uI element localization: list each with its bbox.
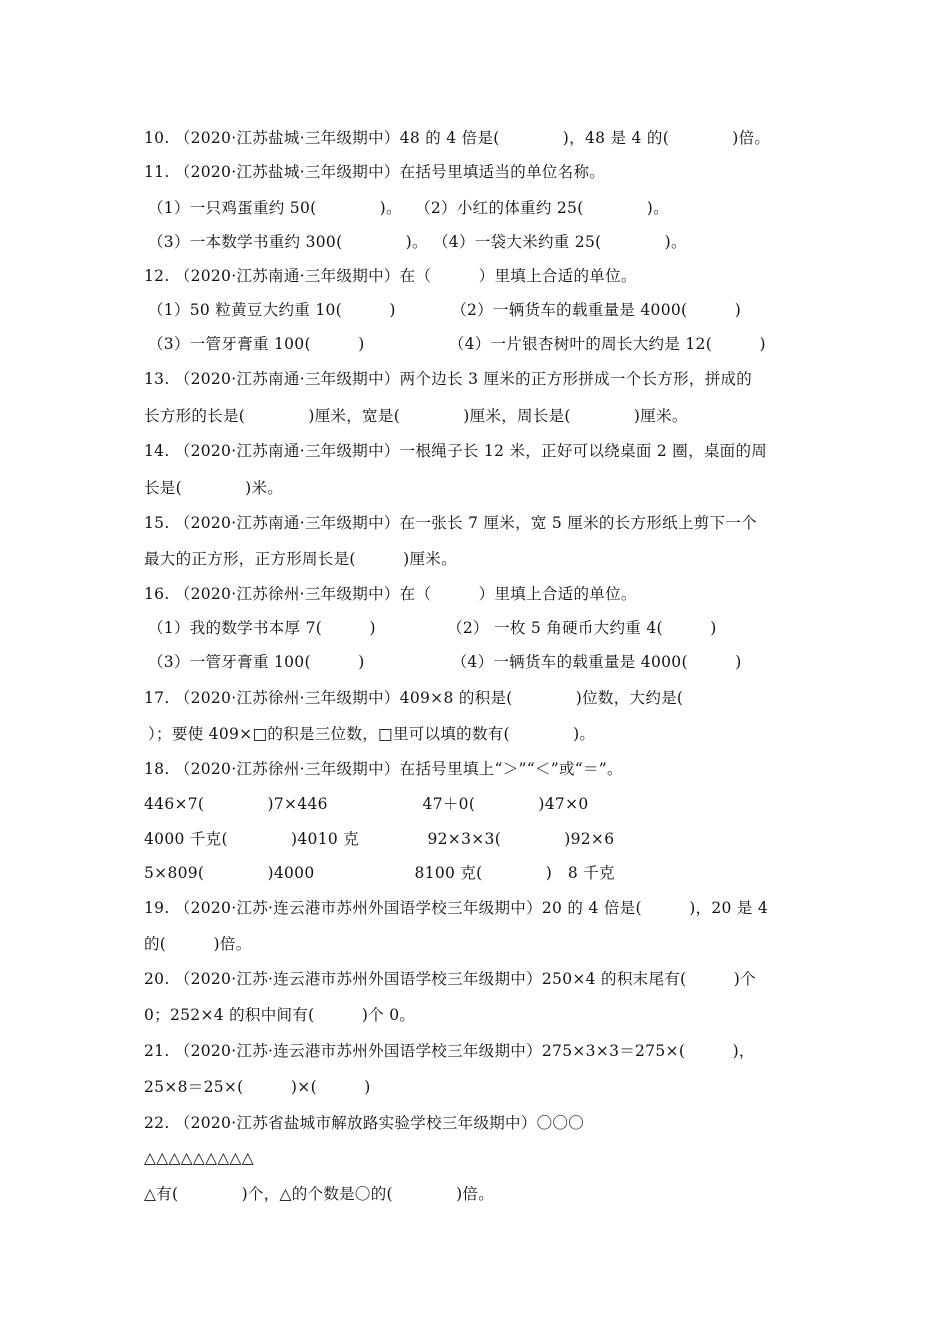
text-line: 20. （2020·江苏·连云港市苏州外国语学校三年级期中）250×4 的积末尾有( )个 [144, 970, 756, 988]
text-line: 19. （2020·江苏·连云港市苏州外国语学校三年级期中）20 的 4 倍是( )，20 是 4 [144, 899, 769, 917]
text-line: 446×7( )7×446 47＋0( )47×0 [144, 795, 589, 813]
text-line: （1）一只鸡蛋重约 50( )。 （2）小红的体重约 25( )。 [148, 199, 669, 217]
text-line: 21. （2020·江苏·连云港市苏州外国语学校三年级期中）275×3×3＝275×( )， [144, 1042, 755, 1060]
text-line: 12. （2020·江苏南通·三年级期中）在（ ）里填上合适的单位。 [144, 267, 637, 285]
text-line: 0；252×4 的积中间有( )个 0。 [144, 1006, 416, 1024]
text-line: 14. （2020·江苏南通·三年级期中）一根绳子长 12 米，正好可以绕桌面 2 圈，桌面的周 [144, 442, 768, 460]
text-line: 11. （2020·江苏盐城·三年级期中）在括号里填适当的单位名称。 [144, 163, 606, 181]
text-line: 最大的正方形，正方形周长是( )厘米。 [144, 550, 457, 568]
text-line: （1）50 粒黄豆大约重 10( ) （2）一辆货车的载重量是 4000( ) [148, 301, 742, 319]
text-line: 长方形的长是( )厘米，宽是( )厘米，周长是( )厘米。 [144, 407, 688, 425]
text-line: 5×809( )4000 8100 克( ) 8 千克 [144, 864, 615, 882]
text-line: 的( )倍。 [144, 935, 252, 953]
text-line: 17. （2020·江苏徐州·三年级期中）409×8 的积是( )位数，大约是( [144, 689, 684, 707]
text-line: 25×8＝25×( )×( ) [144, 1078, 371, 1096]
text-line: △△△△△△△△△ [144, 1149, 254, 1167]
text-line: 15. （2020·江苏南通·三年级期中）在一张长 7 厘米，宽 5 厘米的长方形纸上剪下一个 [144, 514, 757, 532]
text-line: 长是( )米。 [144, 479, 284, 497]
text-line: 4000 千克( )4010 克 92×3×3( )92×6 [144, 830, 615, 848]
text-line: （1）我的数学书本厚 7( ) （2） 一枚 5 角硬币大约重 4( ) [148, 619, 717, 637]
text-line: （3）一管牙膏重 100( ) （4）一片银杏树叶的周长大约是 12( ) [148, 335, 766, 353]
text-line: 10. （2020·江苏盐城·三年级期中）48 的 4 倍是( )，48 是 4 的( )倍。 [144, 129, 771, 147]
text-line: △有( )个，△的个数是〇的( )倍。 [144, 1185, 495, 1203]
text-line: （3）一本数学书重约 300( )。 （4）一袋大米约重 25( )。 [148, 233, 687, 251]
text-line: 16. （2020·江苏徐州·三年级期中）在（ ）里填上合适的单位。 [144, 585, 637, 603]
text-line: 18. （2020·江苏徐州·三年级期中）在括号里填上“＞”“＜”或“＝”。 [144, 760, 623, 778]
text-line: 13. （2020·江苏南通·三年级期中）两个边长 3 厘米的正方形拼成一个长方形，拼成的 [144, 370, 753, 388]
text-line: （3）一管牙膏重 100( ) （4）一辆货车的载重量是 4000( ) [148, 653, 742, 671]
text-line: 22. （2020·江苏省盐城市解放路实验学校三年级期中）〇〇〇 [144, 1114, 585, 1132]
text-line: ）；要使 409×□的积是三位数，□里可以填的数有( )。 [148, 725, 596, 743]
